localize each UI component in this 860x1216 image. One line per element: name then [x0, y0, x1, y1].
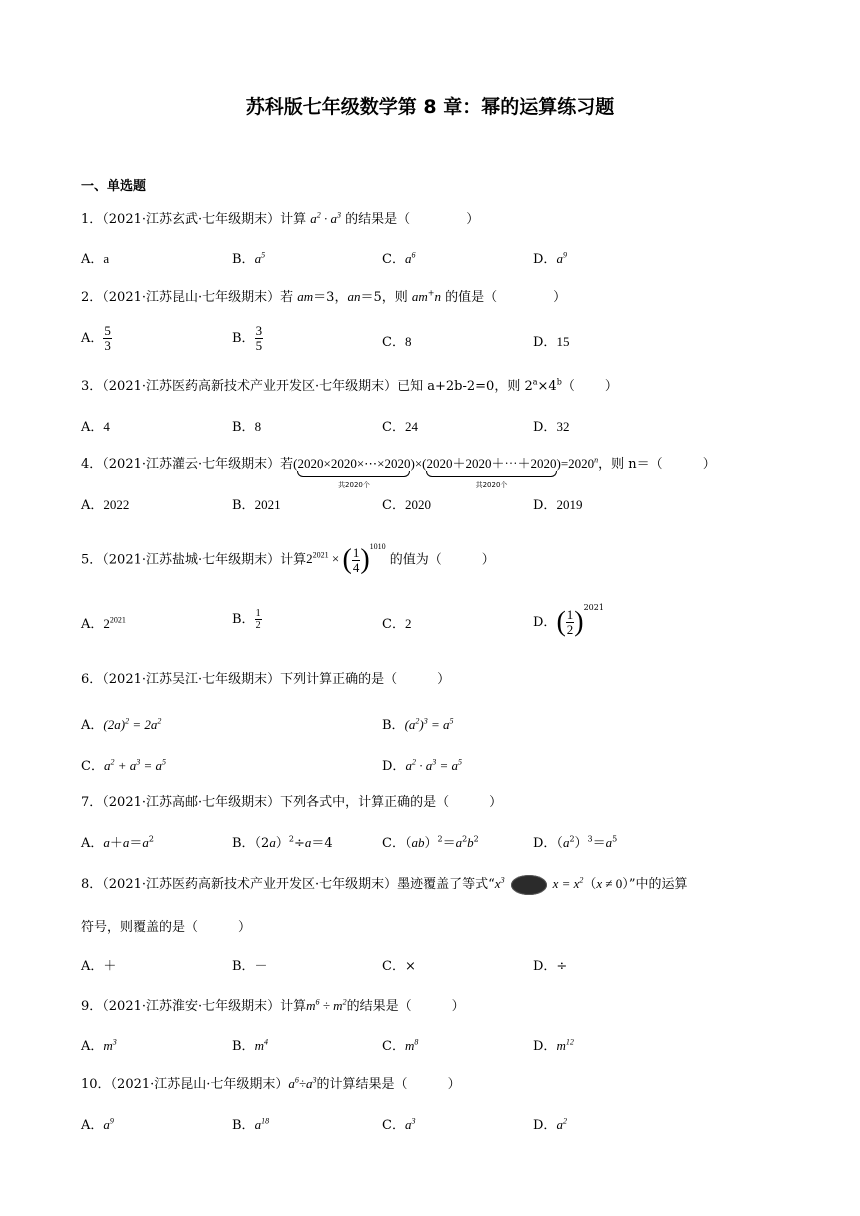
q3-option-b: B．8	[232, 419, 262, 435]
q6-option-b: B．$(a^2)^3 = a^5$	[382, 716, 454, 733]
q1-option-d: D．$a^9$	[533, 250, 567, 267]
question-10: 10．（2021·江苏昆山·七年级期末）$a^6\div a^3$的计算结果是（ ）	[81, 1075, 461, 1092]
question-1: 1．（2021·江苏玄武·七年级期末）计算 $a^2 \cdot a^3$ 的结果是（ ）	[81, 210, 480, 227]
question-2: 2．（2021·江苏昆山·七年级期末）若 am＝3，an＝5，则 am+n 的值是（ ）	[81, 288, 567, 305]
q7-option-b: B．$(2a)^2\div a=4$	[232, 834, 333, 851]
q5-option-c: C．2	[382, 616, 412, 632]
q8-expression: $x^3$ $x = x^2$	[495, 876, 584, 891]
q8-option-c: C．×	[382, 959, 416, 974]
section-heading: 一、单选题	[81, 179, 147, 194]
q2-option-d: D．15	[533, 334, 570, 350]
q5-option-d: D．( $\frac{1}{2}$ )$^{2021}$	[533, 603, 604, 638]
q2-option-a: A． $\frac{5}{3}$	[81, 323, 111, 353]
q10-expression: $a^6\div a^3$	[288, 1075, 317, 1091]
q9-expression: $m^6 \div m^2$	[306, 997, 347, 1013]
question-3: 3．（2021·江苏医药高新技术产业开发区·七年级期末）已知 a+2b-2=0，则 $2^a\times 4^b$（ ）	[81, 377, 618, 394]
q9-option-b: B．$m^4$	[232, 1037, 268, 1054]
q3-option-d: D．32	[533, 419, 570, 435]
q9-option-d: D．$m^{12}$	[533, 1037, 574, 1054]
q9-option-c: C．$m^8$	[382, 1037, 419, 1054]
q6-option-c: C．$a^2 + a^3 = a^5$	[81, 757, 167, 774]
q5-expression: $2^{2021}$ × ( $\frac{1}{4}$ )$^{1010}$	[306, 542, 386, 576]
q7-option-a: A．$a+a=a^2$	[81, 834, 155, 851]
q3-text: （2021·江苏医药高新技术产业开发区·七年级期末）已知 a+2b-2=0，则 $2^a\times 4^b$（	[102, 377, 575, 394]
q10-option-a: A．$a^9$	[81, 1116, 114, 1133]
q6-option-a: A．$(2a)^2 = 2a^2$	[81, 716, 162, 733]
q6-option-d: D．$a^2 \cdot a^3 = a^5$	[382, 757, 462, 774]
q8-option-d: D．÷	[533, 959, 568, 974]
question-5: 5．（2021·江苏盐城·七年级期末）计算$2^{2021}$ × ( $\frac{1}{4}$ )$^{1010}$ 的值为（ ）	[81, 542, 495, 576]
ink-blot	[511, 875, 547, 895]
q10-option-c: C．$a^3$	[382, 1116, 416, 1133]
question-4: 4．（2021·江苏灌云·七年级期末）若(2020×2020×⋯×2020 共2020个 )×(2020＋2020＋⋯＋2020 共2020个 )$=2020^n$，则 n＝（ ）	[81, 455, 716, 489]
q1-expression: $a^2 \cdot a^3$	[310, 210, 342, 226]
q4-expression: (2020×2020×⋯×2020 共2020个 )×(2020＋2020＋⋯＋2020 共2020个 )$=2020^n$	[293, 455, 599, 489]
q1-option-c: C．$a^6$	[382, 250, 416, 267]
question-7: 7．（2021·江苏高邮·七年级期末）下列各式中，计算正确的是（ ）	[81, 795, 503, 810]
question-8: 8．（2021·江苏医药高新技术产业开发区·七年级期末）墨迹覆盖了等式“$x^3$ $x = x^2(x \ne 0)$”中的运算	[81, 875, 687, 895]
question-9: 9．（2021·江苏淮安·七年级期末）计算$m^6 \div m^2$的结果是（ ）	[81, 997, 465, 1014]
q4-option-a: A．2022	[81, 497, 130, 513]
q10-option-d: D．$a^2$	[533, 1116, 567, 1133]
q2-condition: am＝3，an＝5，则 am+n 的值是（	[297, 288, 498, 305]
q4-option-c: C．2020	[382, 497, 431, 513]
q1-option-b: B．$a^5$	[232, 250, 266, 267]
page-title: 苏科版七年级数学第 8 章：幂的运算练习题	[245, 96, 615, 118]
q10-option-b: B．$a^{18}$	[232, 1116, 270, 1133]
q7-option-d: D．$(a^2)^3=a^5$	[533, 834, 618, 851]
q4-src: （2021·江苏灌云·七年级期末）若	[102, 457, 294, 472]
q3-option-c: C．24	[382, 419, 418, 435]
q5-option-a: A．$2^{2021}$	[81, 615, 126, 632]
q1-option-a: A．a	[81, 251, 110, 267]
q2-option-b: B． $\frac{3}{5}$	[232, 323, 263, 353]
q2-option-c: C．8	[382, 334, 412, 350]
q4-option-b: B．2021	[232, 497, 281, 513]
q9-option-a: A．$m^3$	[81, 1037, 117, 1054]
q4-option-d: D．2019	[533, 497, 583, 513]
q7-option-c: C．$(ab)^2=a^2b^2$	[382, 834, 479, 851]
question-8-line2: 符号，则覆盖的是（ ）	[81, 920, 252, 935]
q3-option-a: A．4	[81, 419, 110, 435]
q8-option-a: A．＋	[81, 959, 117, 974]
q5-option-b: B． $\frac{1}{2}$	[232, 608, 261, 631]
question-6: 6．（2021·江苏吴江·七年级期末）下列计算正确的是（ ）	[81, 672, 451, 687]
q8-option-b: B．－	[232, 959, 268, 974]
